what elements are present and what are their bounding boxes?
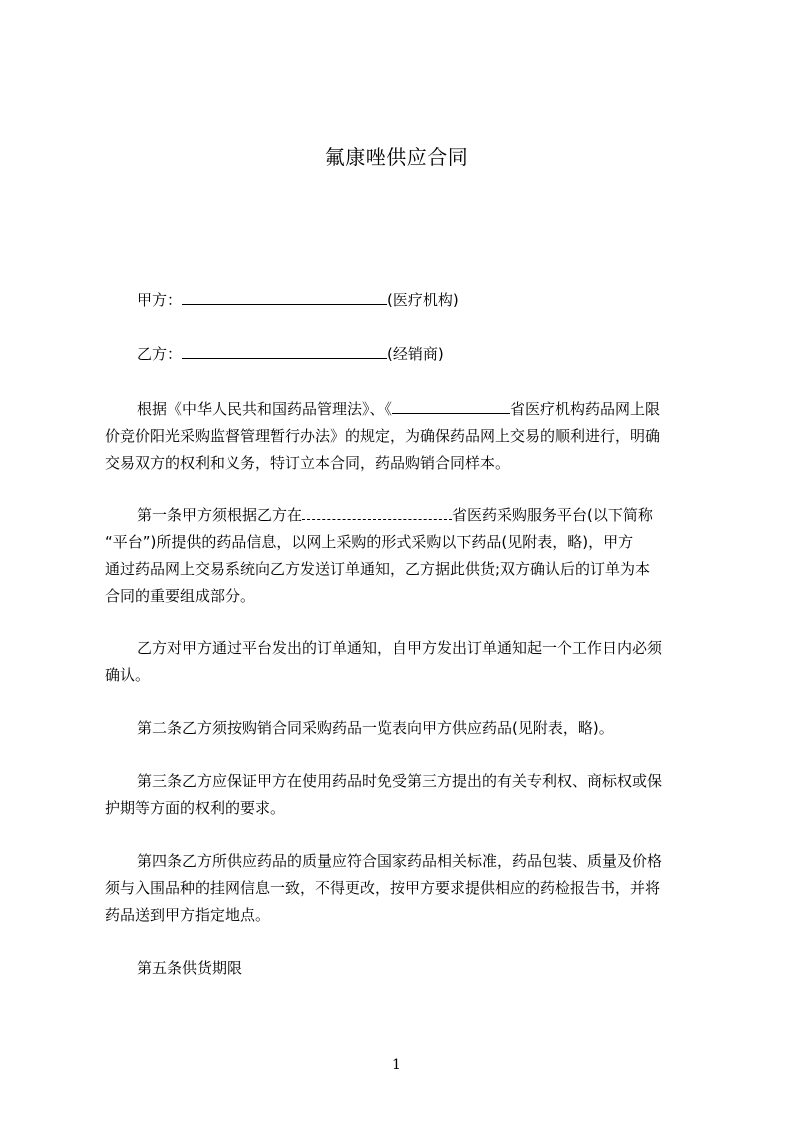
party-a-line	[137, 290, 737, 310]
confirm-line-1: 乙方对甲方通过平台发出的订单通知，自甲方发出订单通知起一个工作日内必须	[137, 639, 663, 657]
intro-province-blank	[392, 399, 510, 414]
party-a-blank	[182, 290, 387, 305]
article-1-line-4: 合同的重要组成部分。	[105, 587, 256, 605]
article-1-line-1-pre: 第一条甲方须根据乙方在	[137, 506, 303, 524]
article-1-line-3: 通过药品网上交易系统向乙方发送订单通知，乙方据此供货;双方确认后的订单为本	[105, 560, 651, 578]
intro-line-2: 价竞价阳光采购监督管理暂行办法》的规定，为确保药品网上交易的顺利进行，明确	[105, 427, 661, 445]
article-1-line-1-post: 省医药采购服务平台(以下简称	[452, 506, 653, 524]
party-b-blank	[182, 344, 387, 359]
article-3-line-1: 第三条乙方应保证甲方在使用药品时免受第三方提出的有关专利权、商标权或保	[137, 772, 663, 790]
article-5-line-1: 第五条供货期限	[137, 959, 243, 977]
intro-line-1-post: 省医疗机构药品网上限	[510, 400, 661, 418]
document-title: 氟康唑供应合同	[324, 145, 469, 169]
party-b-label: 乙方：	[137, 345, 183, 363]
intro-line-3: 交易双方的权利和义务，特订立本合同，药品购销合同样本。	[105, 454, 511, 472]
article-4-line-2: 须与入围品种的挂网信息一致，不得更改，按甲方要求提供相应的药检报告书，并将	[105, 879, 661, 897]
confirm-line-2: 确认。	[105, 666, 151, 684]
party-a-suffix: (医疗机构)	[387, 291, 459, 309]
article-4-line-3: 药品送到甲方指定地点。	[105, 906, 271, 924]
article-4-line-1: 第四条乙方所供应药品的质量应符合国家药品相关标准，药品包装、质量及价格	[137, 852, 663, 870]
party-b-line	[137, 344, 737, 364]
page-number: 1	[392, 1057, 401, 1073]
article-2-line-1: 第二条乙方须按购销合同采购药品一览表向甲方供应药品(见附表，略)。	[137, 719, 614, 737]
party-b-suffix: (经销商)	[387, 345, 444, 363]
intro-line-1-pre: 根据《中华人民共和国药品管理法》、《	[137, 400, 393, 418]
article-1-line-1	[137, 505, 737, 525]
article-1-line-2: “平台”)所提供的药品信息，以网上采购的形式采购以下药品(见附表，略)，甲方	[105, 533, 634, 551]
article-1-province-blank	[302, 505, 452, 520]
party-a-label: 甲方：	[137, 291, 183, 309]
article-3-line-2: 护期等方面的权利的要求。	[105, 799, 286, 817]
intro-line-1	[137, 399, 737, 419]
